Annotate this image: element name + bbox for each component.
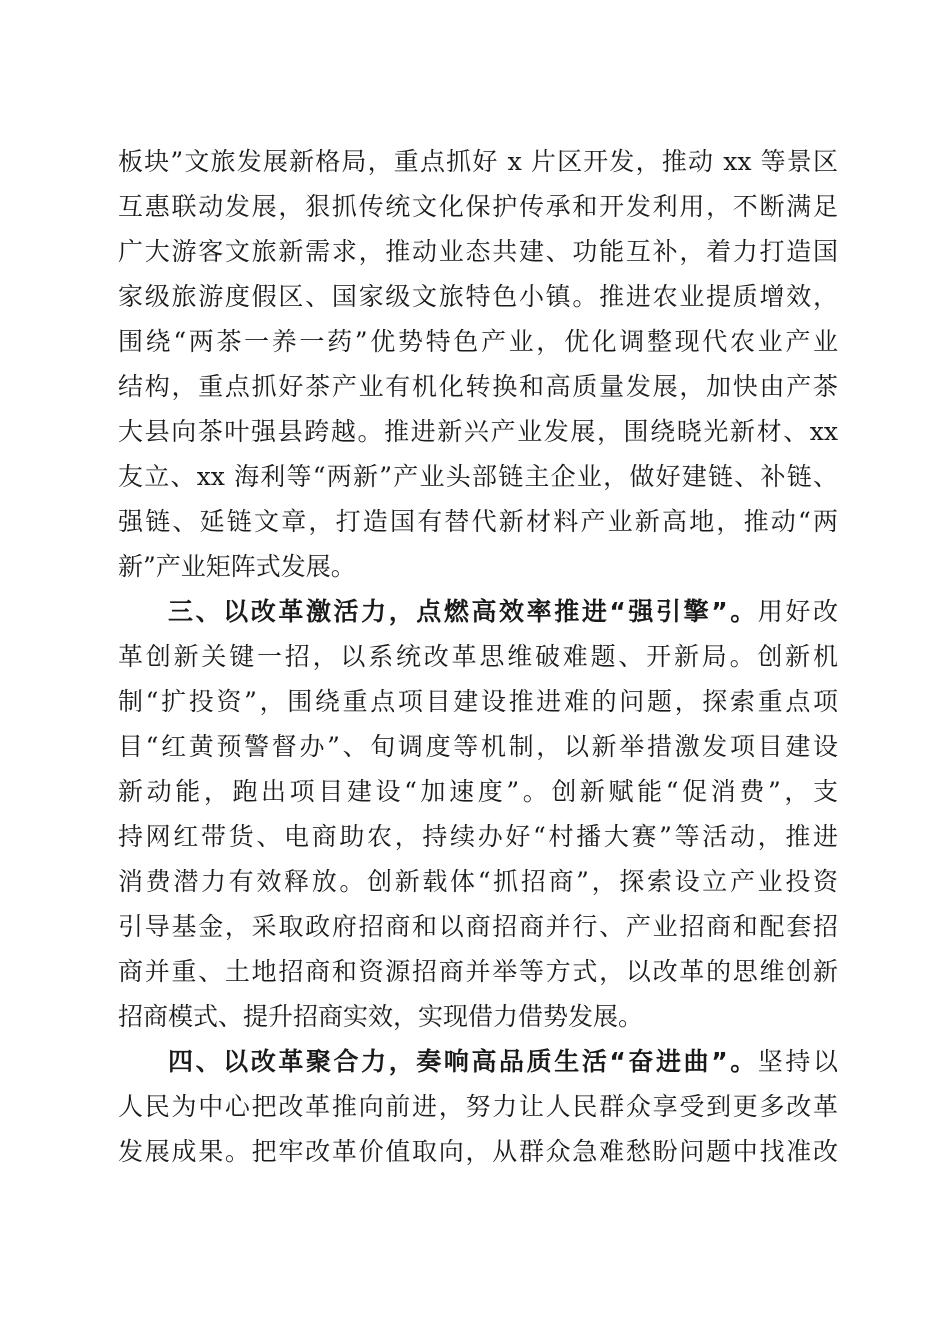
section-3-lead-text: 用好改 (757, 597, 838, 626)
text-line: 消费潜力有效释放。创新载体“抓招商”，探索设立产业投资 (118, 867, 838, 896)
text-line: 大县向茶叶强县跨越。推进新兴产业发展，围绕晓光新材、xx (118, 417, 838, 446)
section-4-lead-text: 坚持以 (757, 1047, 838, 1076)
text-line: 互惠联动发展，狠抓传统文化保护传承和开发利用，不断满足 (118, 192, 838, 221)
text-line: 结构，重点抓好茶产业有机化转换和高质量发展，加快由产茶 (118, 372, 838, 401)
text-line: 板块”文旅发展新格局，重点抓好 x 片区开发，推动 xx 等景区 (118, 147, 838, 176)
text-line: 发展成果。把牢改革价值取向，从群众急难愁盼问题中找准改 (118, 1137, 838, 1166)
text-line: 强链、延链文章，打造国有替代新材料产业新高地，推动“两 (118, 507, 838, 536)
section-4-first-line (168, 1039, 838, 1084)
text-line: 广大游客文旅新需求，推动业态共建、功能互补，着力打造国 (118, 237, 838, 266)
text-line: 商并重、土地招商和资源招商并举等方式，以改革的思维创新 (118, 957, 838, 986)
text-line: 围绕“两茶一养一药”优势特色产业，优化调整现代农业产业 (118, 327, 838, 356)
text-line: 制“扩投资”，围绕重点项目建设推进难的问题，探索重点项 (118, 687, 838, 716)
section-3-first-line (168, 589, 838, 634)
section-4-heading: 四、以改革聚合力，奏响高品质生活“奋进曲”。 (168, 1047, 758, 1076)
text-line: 目“红黄预警督办”、旬调度等机制，以新举措激发项目建设 (118, 732, 838, 761)
text-line: 新动能，跑出项目建设“加速度”。创新赋能“促消费”，支 (118, 777, 838, 806)
text-line: 招商模式、提升招商实效，实现借力借势发展。 (118, 1002, 644, 1031)
text-line: 引导基金，采取政府招商和以商招商并行、产业招商和配套招 (118, 912, 838, 941)
text-line: 家级旅游度假区、国家级文旅特色小镇。推进农业提质增效， (118, 282, 838, 311)
text-line: 持网红带货、电商助农，持续办好“村播大赛”等活动，推进 (118, 822, 838, 851)
text-line: 友立、xx 海利等“两新”产业头部链主企业，做好建链、补链、 (118, 462, 838, 491)
section-3-heading: 三、以改革激活力，点燃高效率推进“强引擎”。 (168, 597, 758, 626)
text-line: 新”产业矩阵式发展。 (118, 552, 356, 581)
text-line: 人民为中心把改革推向前进，努力让人民群众享受到更多改革 (118, 1092, 838, 1121)
text-line: 革创新关键一招，以系统改革思维破难题、开新局。创新机 (118, 642, 838, 671)
